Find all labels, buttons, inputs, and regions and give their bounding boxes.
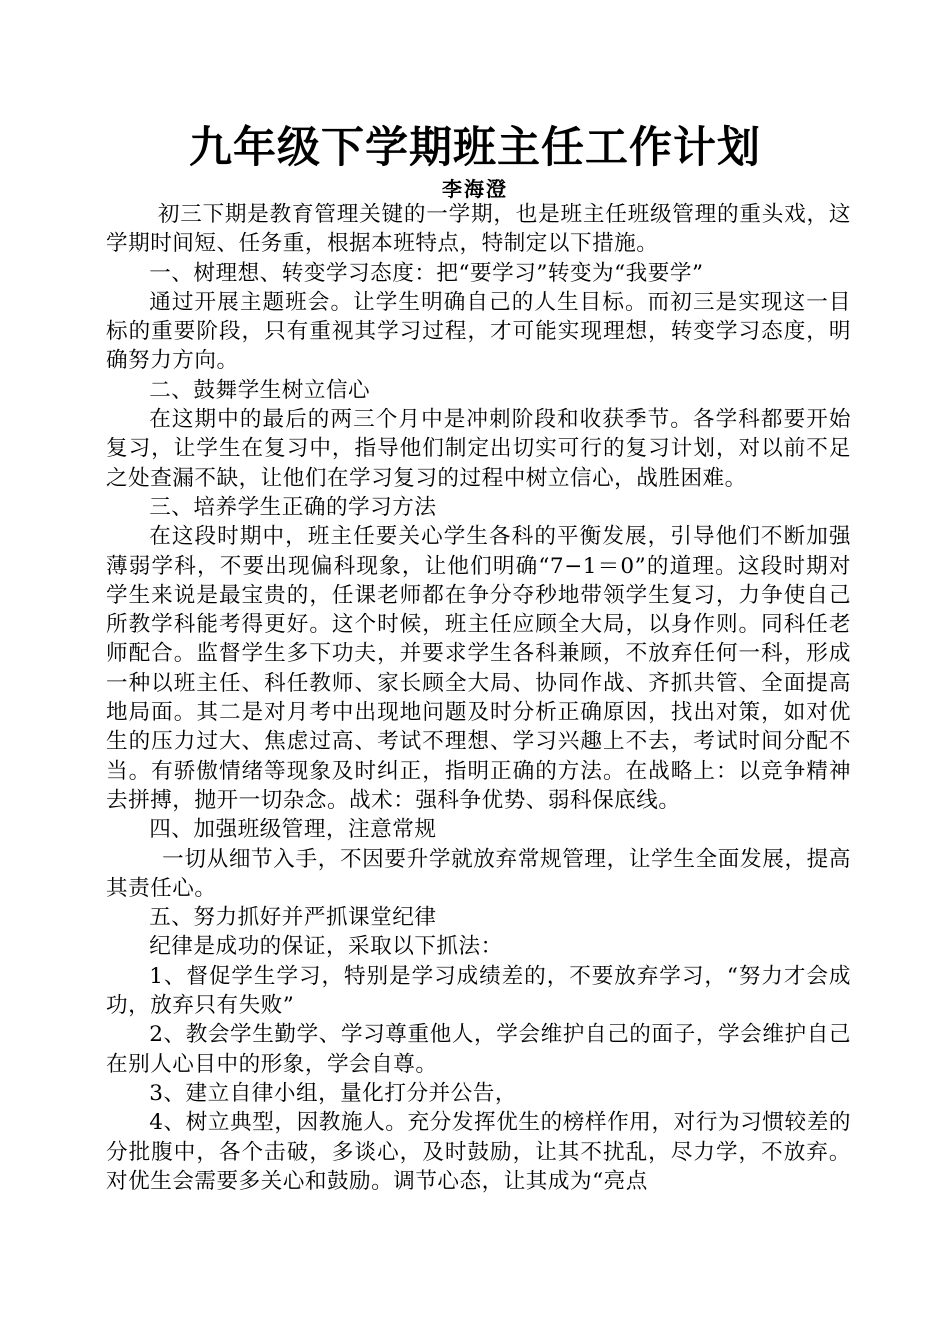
list-item-2: 2、教会学生勤学、学习尊重他人，学会维护自己的面子，学会维护自己在别人心目中的形象，学会自尊。 [106,1022,851,1077]
section-heading-3: 三、培养学生正确的学习方法 [149,494,437,520]
intro-paragraph: 初三下期是教育管理关键的一学期，也是班主任班级管理的重头戏，这学期时间短、任务重，根据本班特点，特制定以下措施。 [106,202,851,257]
section-paragraph-4: 一切从细节入手，不因要升学就放弃常规管理，让学生全面发展，提高其责任心。 [106,846,851,901]
list-item-1: 1、督促学生学习，特别是学习成绩差的，不要放弃学习，“努力才会成功，放弃只有失败” [106,963,851,1019]
section-paragraph-2: 在这期中的最后的两三个月中是冲刺阶段和收获季节。各学科都要开始复习，让学生在复习中，指导他们制定出切实可行的复习计划，对以前不足之处查漏不缺，让他们在学习复习的过程中树立信心，战胜困难。 [106,407,851,491]
section-heading-4: 四、加强班级管理，注意常规 [149,817,437,843]
section-heading-5: 五、努力抓好并严抓课堂纪律 [149,905,437,931]
document-body [106,200,851,1196]
section-heading-1: 一、树理想、转变学习态度：把“要学习”转变为“我要学” [149,260,704,286]
section-paragraph-5: 纪律是成功的保证，采取以下抓法： [149,934,503,960]
section-paragraph-1: 通过开展主题班会。让学生明确自己的人生目标。而初三是实现这一目标的重要阶段，只有重视其学习过程，才可能实现理想，转变学习态度，明确努力方向。 [106,289,851,374]
author-name: 李海澄 [442,177,508,201]
list-item-4: 4、树立典型，因教施人。充分发挥优生的榜样作用，对行为习惯较差的分批腹中，各个击破，多谈心，及时鼓励，让其不扰乱，尽力学，不放弃。对优生会需要多关心和鼓励。调节心态，让其成为“亮点 [106,1110,851,1194]
document-title: 九年级下学期班主任工作计划 [189,123,761,173]
section-paragraph-3: 在这段时期中，班主任要关心学生各科的平衡发展，引导他们不断加强薄弱学科，不要出现偏科现象，让他们明确“7−1＝0”的道理。这段时期对学生来说是最宝贵的，任课老师都在争分夺秒地带领学生复习，力争使自己所教学科能考得更好。这个时候，班主任应顾全大局，以身作则。同科任老师配合。监督学生多下功夫，并要求学生各科兼顾，不放弃任何一科，形成一种以班主任、科任教师、家长顾全大局、协同作战、齐抓共管、全面提高地局面。其二是对月考中出现地问题及时分析正确原因，找出对策，如对优生的压力过大、焦虑过高、考试不理想、学习兴趣上不去，考试时间分配不当。有骄傲情绪等现象及时纠正，指明正确的方法。在战略上：以竞争精神去拼搏，抛开一切杂念。战术：强科争优势、弱科保底线。 [106,524,851,813]
list-item-3: 3、建立自律小组，量化打分并公告， [149,1080,517,1106]
section-heading-2: 二、鼓舞学生树立信心 [149,377,371,403]
